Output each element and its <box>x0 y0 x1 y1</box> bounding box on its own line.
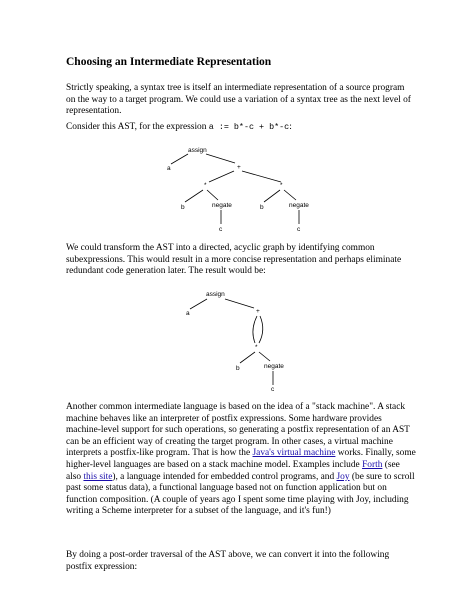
dag-edge-star-negate <box>259 352 270 361</box>
dag-edge-plus-star-1 <box>253 316 257 343</box>
postfix-paragraph: By doing a post-order traversal of the AST above, we can convert it into the following postfix expression: <box>66 550 390 572</box>
intro-paragraph: Strictly speaking, a syntax tree is itself an intermediate representation of a source program on the way to a target program. We could use a variation of a syntax tree as the next level of representation. <box>66 83 411 117</box>
dag-node-star: * <box>255 344 258 351</box>
dag-node-b: b <box>236 365 240 372</box>
node-b-right: b <box>260 204 264 211</box>
node-assign: assign <box>188 147 207 154</box>
node-negate-right: negate <box>289 202 309 209</box>
node-a: a <box>167 165 171 172</box>
stack-machine-text-2: works. Finally, some higher-level languages are based on a stack machine model. Examples include <box>66 448 416 470</box>
node-plus: + <box>237 164 241 171</box>
dag-node-assign: assign <box>206 291 225 298</box>
node-b-left: b <box>181 204 185 211</box>
expression-code: a := b*-c + b*-c <box>208 122 290 132</box>
dag-node-c: c <box>271 386 275 393</box>
node-c-right: c <box>297 226 301 233</box>
stack-machine-text-4: ), a language intended for embedded control programs, and <box>112 471 337 482</box>
dag-edge-assign-a <box>190 299 207 309</box>
dag-edge-assign-plus <box>225 299 254 308</box>
dag-node-negate: negate <box>264 363 284 370</box>
dag-paragraph: We could transform the AST into a directed, acyclic graph by identifying common subexpressions. This would result in a more concise representation and perhaps eliminate redundant code generation later. The result would be: <box>66 243 402 277</box>
dag-edge-star-b <box>240 352 255 363</box>
java-vm-link[interactable]: Java's virtual machine <box>252 448 336 459</box>
dag-node-a: a <box>186 310 190 317</box>
stack-machine-paragraph <box>66 402 416 518</box>
ast-intro-colon: : <box>289 122 292 132</box>
stack-machine-text-5: (be sure to scroll past some status data), a functional language based not on function application but on function composition. (A couple of years ago I spent some time playing with Joy, including writing a Scheme interpreter for a subset of the language, and it's fun!) <box>66 471 415 517</box>
forth-link[interactable]: Forth <box>362 459 383 470</box>
dag-edge-plus-star-2 <box>259 316 263 343</box>
dag-node-plus: + <box>256 308 260 315</box>
node-star-left: * <box>204 182 207 189</box>
stack-machine-text-3: (see also <box>66 459 400 482</box>
this-site-link[interactable]: this site <box>83 471 113 482</box>
joy-link[interactable]: Joy <box>336 471 350 482</box>
page-title: Choosing an Intermediate Representation <box>66 56 272 68</box>
node-c-left: c <box>219 226 223 233</box>
ast-intro-text: Consider this AST, for the expression <box>66 122 209 132</box>
stack-machine-text-1: Another common intermediate language is based on the idea of a "stack machine". A stack machine behaves like an interpreter of postfix expressions. Some hardware provides machine-level support for such operations, so generating a postfix representation of an AST can be an efficient way of creating the target program. In other cases, a virtual machine interprets a postfix-like program. That is how the <box>66 402 410 459</box>
node-negate-left: negate <box>212 202 232 209</box>
node-star-right: * <box>280 182 283 189</box>
